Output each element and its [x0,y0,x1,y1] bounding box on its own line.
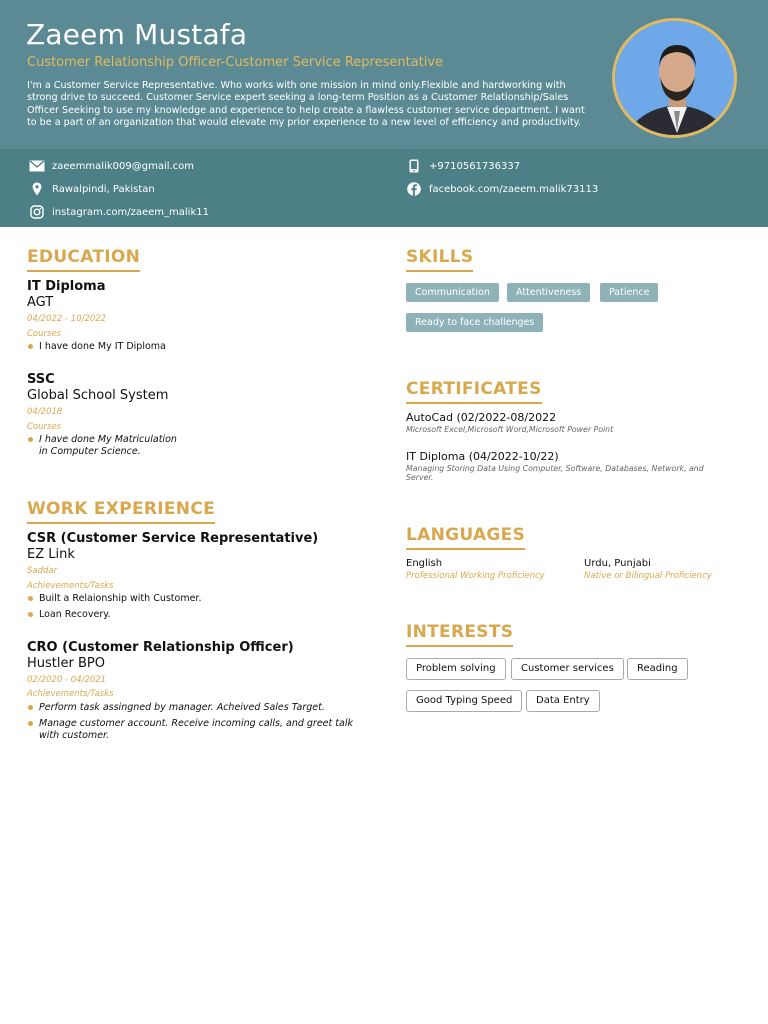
contact-facebook[interactable] [405,182,598,196]
education-courses-label: Courses [27,422,62,432]
education-courses-label: Courses [27,329,62,339]
job-task-item: Built a Relaionship with Customer. [27,593,347,605]
mail-icon [28,159,46,173]
languages-heading: LANGUAGES [406,525,525,550]
education-degree: IT Diploma [27,279,106,294]
skill-tag: Attentiveness [507,283,590,302]
interest-tag: Problem solving [406,658,506,680]
location-text: Rawalpindi, Pakistan [52,183,155,195]
contact-location [28,182,155,196]
job-company: EZ Link [27,547,75,562]
education-degree: SSC [27,372,55,387]
certificates-heading: CERTIFICATES [406,379,542,404]
job-title: Customer Relationship Officer-Customer Service Representative [27,55,444,70]
location-pin-icon [28,182,46,196]
instagram-icon [28,205,46,219]
interest-tag: Good Typing Speed [406,690,522,712]
interests-heading: INTERESTS [406,622,513,647]
skills-heading: SKILLS [406,247,473,272]
language-level: Native or Bilingual Proficiency [584,571,712,581]
job-role: CRO (Customer Relationship Officer) [27,640,294,655]
skill-tag: Patience [600,283,658,302]
job-achievements-label: Achievements/Tasks [27,581,114,591]
instagram-text: instagram.com/zaeem_malik11 [52,206,209,218]
certificate-description: Managing Storing Data Using Computer, Software, Databases, Network, and Server. [406,464,704,482]
profile-summary: I'm a Customer Service Representative. Who works with one mission in mind only.Flexible and hardworking with strong drive to succeed. Customer Service expert seeking a long-term Position as a Customer Relationship/Sales Officer Seeking to use my knowledge and experience to help create a flawless customer service department. I want to be a part of an organization that would elevate my prior experience to a new level of efficiency and productivity. [27,80,585,128]
contact-instagram[interactable] [28,205,209,219]
job-company: Hustler BPO [27,656,105,671]
education-course-item: I have done My Matriculation in Computer Science. [27,434,187,458]
education-heading: EDUCATION [27,247,140,272]
job-location: Saddar [27,566,58,576]
candidate-name: Zaeem Mustafa [26,18,248,51]
interest-tag: Reading [627,658,688,680]
certificate-description: Microsoft Excel,Microsoft Word,Microsoft Power Point [406,425,614,434]
contact-email[interactable] [28,159,194,173]
email-text: zaeemmalik009@gmail.com [52,160,195,172]
job-role: CSR (Customer Service Representative) [27,531,319,546]
job-achievements-label: Achievements/Tasks [27,689,114,699]
job-task-item: Loan Recovery. [27,609,347,621]
skill-tag: Ready to face challenges [406,313,543,332]
education-date: 04/2018 [27,407,63,417]
facebook-icon [405,182,423,196]
interest-tag: Data Entry [526,690,600,712]
profile-photo [612,18,737,138]
interest-tag: Customer services [511,658,624,680]
facebook-text: facebook.com/zaeem.malik73113 [429,183,599,195]
contact-bar [0,149,768,227]
job-date: 02/2020 - 04/2021 [27,675,107,685]
resume-header [0,0,768,149]
education-school: Global School System [27,388,169,403]
certificate-name: AutoCad (02/2022-08/2022 [406,411,557,424]
person-portrait-icon [615,21,737,138]
education-school: AGT [27,295,54,310]
language-name: Urdu, Punjabi [584,558,651,569]
job-task-item: Perform task assingned by manager. Acheived Sales Target. [27,702,367,714]
education-date: 04/2022 - 10/2022 [27,314,107,324]
phone-text: +9710561736337 [429,160,521,172]
education-course-item: I have done My IT Diploma [27,341,347,353]
language-name: English [406,558,443,569]
skill-tag: Communication [406,283,499,302]
phone-icon [405,159,423,173]
language-level: Professional Working Proficiency [406,571,545,581]
certificate-name: IT Diploma (04/2022-10/22) [406,450,559,463]
job-task-item: Manage customer account. Receive incoming calls, and greet talk with customer. [27,718,372,742]
contact-phone[interactable] [405,159,520,173]
work-experience-heading: WORK EXPERIENCE [27,499,215,524]
